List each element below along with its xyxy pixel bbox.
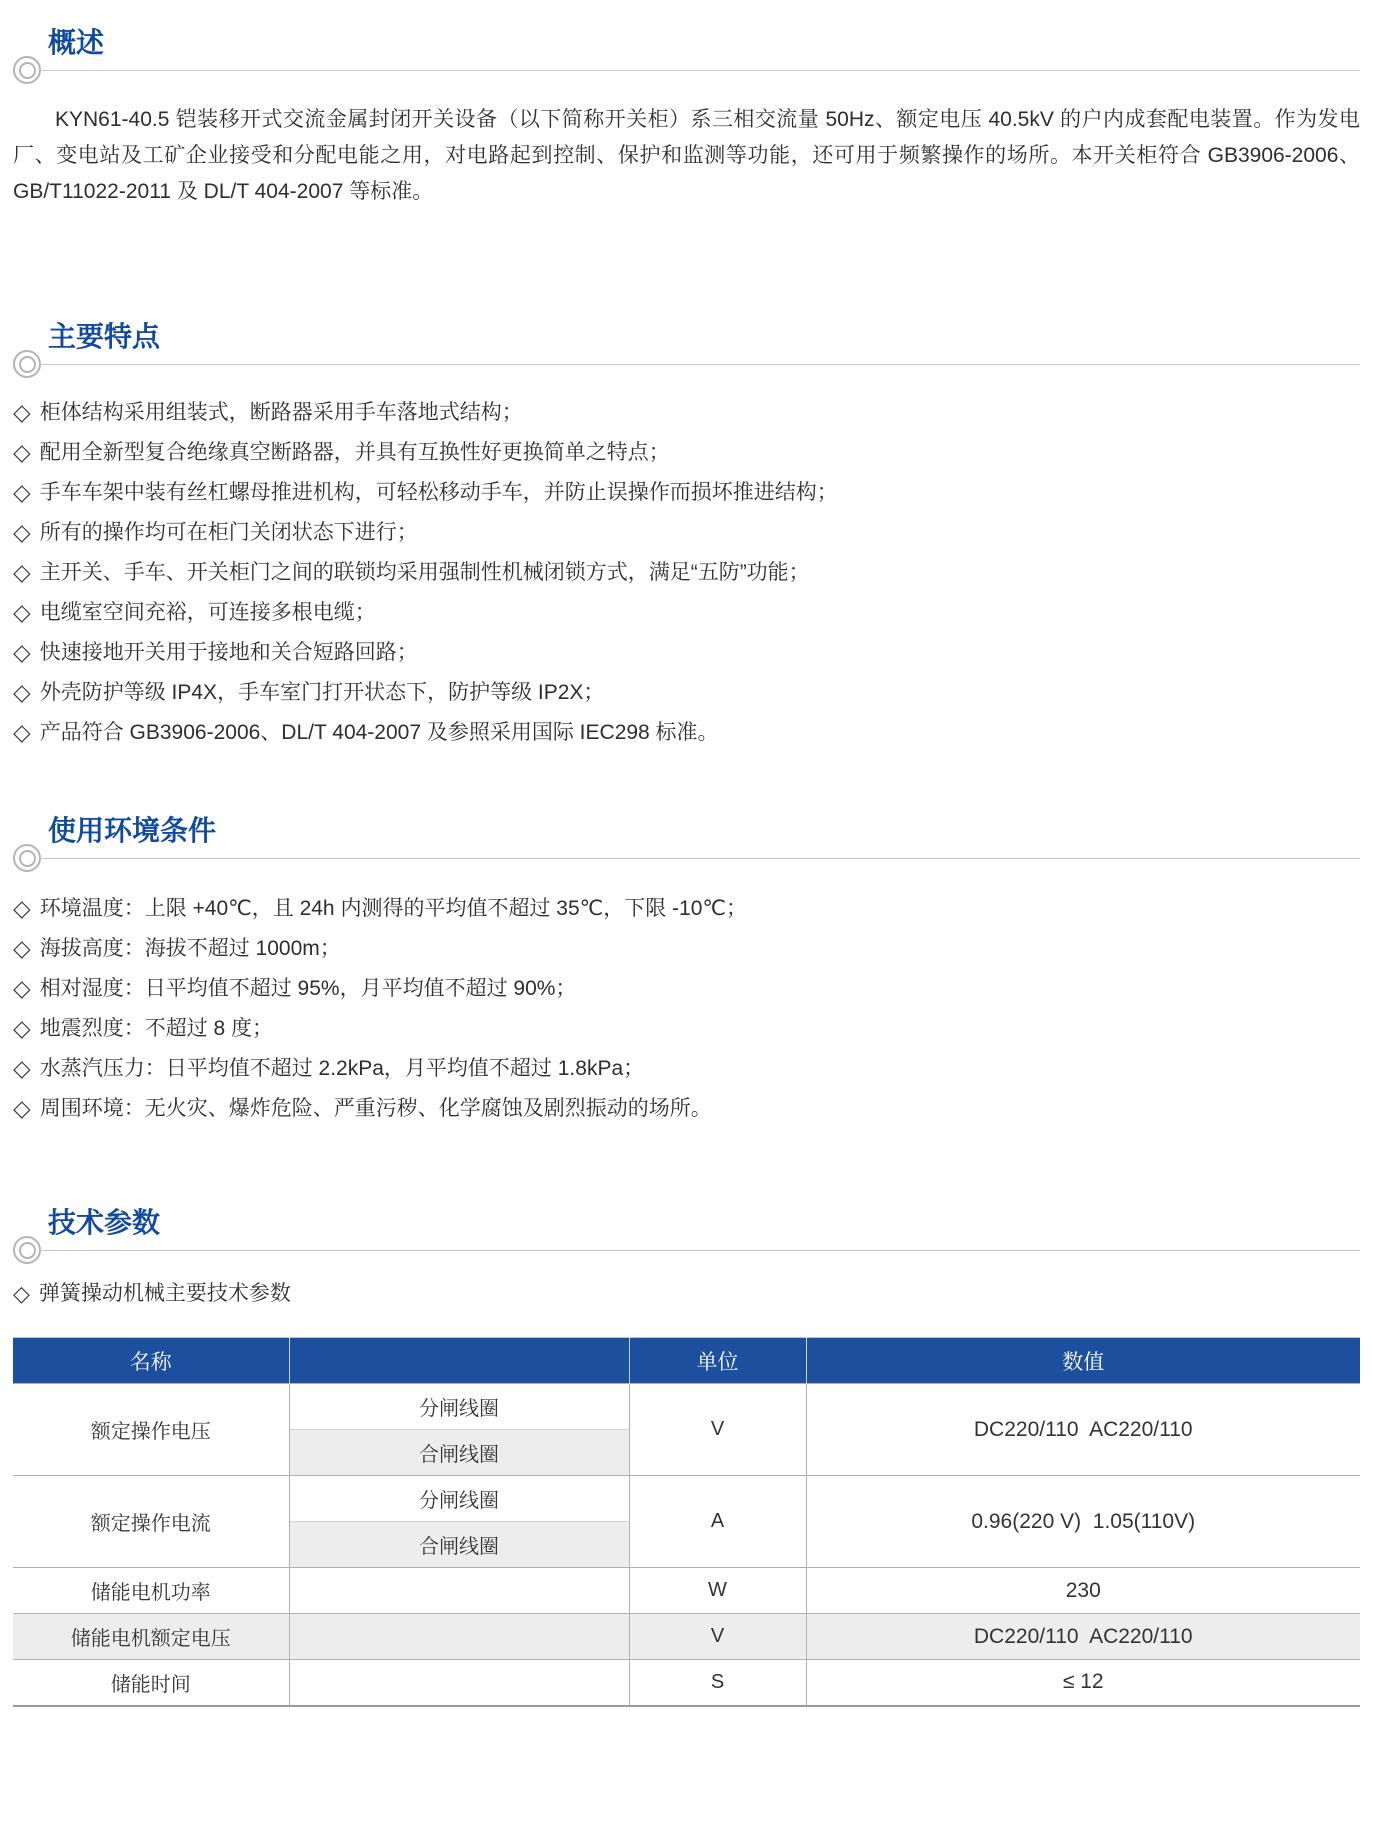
cell-name: 额定操作电流 xyxy=(90,1513,211,1535)
section-title-parameters: 技术参数 xyxy=(48,1207,161,1238)
feature-item xyxy=(13,472,1360,512)
cell-value: 230 xyxy=(806,1568,1360,1614)
env-item xyxy=(13,1048,1360,1088)
feature-text: 电缆室空间充裕，可连接多根电缆； xyxy=(39,601,376,624)
ring-icon xyxy=(13,844,41,872)
ring-icon xyxy=(13,1236,41,1264)
cell-value: 0.96(220 V) 1.05(110V) xyxy=(806,1476,1360,1568)
feature-item xyxy=(13,712,1360,752)
cell-unit: W xyxy=(629,1568,806,1614)
features-list xyxy=(13,392,1360,752)
overview-paragraph: KYN61-40.5 铠装移开式交流金属封闭开关设备（以下简称开关柜）系三相交流量 50Hz、额定电压 40.5kV 的户内成套配电装置。作为发电厂、变电站及工矿企业接受和分配电能之用，对电路起到控制、保护和监测等功能，还可用于频繁操作的场所。本开关柜符合 GB3906-2006、GB/T11022-2011 及 DL/T 404-2007 等标准。 xyxy=(13,108,1360,203)
env-text: 相对湿度：日平均值不超过 95%，月平均值不超过 90%； xyxy=(39,977,577,1000)
feature-item xyxy=(13,392,1360,432)
env-item xyxy=(13,1088,1360,1128)
parameters-subtitle-text: 弹簧操动机械主要技术参数 xyxy=(38,1282,291,1305)
feature-text: 产品符合 GB3906-2006、DL/T 404-2007 及参照采用国际 IEC298 标准。 xyxy=(39,721,719,744)
section-title-features: 主要特点 xyxy=(48,321,161,352)
table-row xyxy=(13,1384,1360,1430)
table-row xyxy=(13,1614,1360,1660)
diamond-icon: ◇ xyxy=(13,975,31,1001)
cell-name: 额定操作电压 xyxy=(90,1421,211,1443)
diamond-icon: ◇ xyxy=(13,1281,30,1306)
env-text: 环境温度：上限 +40℃，且 24h 内测得的平均值不超过 35℃，下限 -10℃； xyxy=(39,897,747,920)
feature-text: 快速接地开关用于接地和关合短路回路； xyxy=(39,641,418,664)
feature-item xyxy=(13,672,1360,712)
rule-line xyxy=(40,858,1360,859)
section-parameters xyxy=(0,1206,1373,1707)
cell-sub xyxy=(289,1660,629,1706)
section-rule xyxy=(13,54,1360,86)
feature-item xyxy=(13,632,1360,672)
table-row xyxy=(13,1476,1360,1522)
feature-item xyxy=(13,432,1360,472)
feature-item xyxy=(13,592,1360,632)
feature-text: 配用全新型复合绝缘真空断路器，并具有互换性好更换简单之特点； xyxy=(39,441,670,464)
table-row xyxy=(13,1660,1360,1706)
environment-list xyxy=(13,888,1360,1128)
section-rule xyxy=(13,1234,1360,1266)
diamond-icon: ◇ xyxy=(13,935,31,961)
cell-sub: 合闸线圈 xyxy=(289,1430,629,1476)
diamond-icon: ◇ xyxy=(13,599,31,625)
parameters-subtitle xyxy=(13,1278,1360,1309)
env-item xyxy=(13,1008,1360,1048)
col-header-value: 数值 xyxy=(806,1338,1360,1384)
cell-value: DC220/110 AC220/110 xyxy=(806,1384,1360,1476)
section-features xyxy=(0,320,1373,752)
cell-value: DC220/110 AC220/110 xyxy=(806,1614,1360,1660)
diamond-icon: ◇ xyxy=(13,895,31,921)
cell-sub xyxy=(289,1568,629,1614)
diamond-icon: ◇ xyxy=(13,1055,31,1081)
env-item xyxy=(13,888,1360,928)
cell-unit: S xyxy=(629,1660,806,1706)
ring-inner-icon xyxy=(19,850,36,867)
section-overview xyxy=(0,26,1373,210)
ring-inner-icon xyxy=(19,1242,36,1259)
parameters-table xyxy=(13,1337,1360,1707)
feature-text: 外壳防护等级 IP4X，手车室门打开状态下，防护等级 IP2X； xyxy=(39,681,605,704)
cell-value: ≤ 12 xyxy=(806,1660,1360,1706)
feature-text: 所有的操作均可在柜门关闭状态下进行； xyxy=(39,521,418,544)
cell-name: 储能时间 xyxy=(110,1673,191,1696)
rule-line xyxy=(40,364,1360,365)
cell-sub: 合闸线圈 xyxy=(289,1522,629,1568)
table-row xyxy=(13,1568,1360,1614)
cell-sub: 分闸线圈 xyxy=(289,1384,629,1430)
cell-unit: A xyxy=(629,1476,806,1568)
diamond-icon: ◇ xyxy=(13,639,31,665)
section-environment xyxy=(0,814,1373,1128)
feature-item xyxy=(13,512,1360,552)
env-text: 水蒸汽压力：日平均值不超过 2.2kPa，月平均值不超过 1.8kPa； xyxy=(39,1057,645,1080)
env-text: 地震烈度：不超过 8 度； xyxy=(39,1017,274,1040)
feature-text: 手车车架中装有丝杠螺母推进机构，可轻松移动手车，并防止误操作而损坏推进结构； xyxy=(39,481,838,504)
rule-line xyxy=(40,1250,1360,1251)
diamond-icon: ◇ xyxy=(13,719,31,745)
ring-inner-icon xyxy=(19,356,36,373)
cell-sub: 分闸线圈 xyxy=(289,1476,629,1522)
col-header-sub xyxy=(289,1338,629,1384)
diamond-icon: ◇ xyxy=(13,1095,31,1121)
cell-name: 储能电机额定电压 xyxy=(13,1614,289,1660)
cell-unit: V xyxy=(629,1614,806,1660)
section-title-environment: 使用环境条件 xyxy=(48,815,217,846)
diamond-icon: ◇ xyxy=(13,439,31,465)
section-rule xyxy=(13,348,1360,380)
diamond-icon: ◇ xyxy=(13,1015,31,1041)
parameters-table-header xyxy=(13,1338,1360,1384)
diamond-icon: ◇ xyxy=(13,679,31,705)
cell-name: 储能电机功率 xyxy=(90,1582,211,1604)
diamond-icon: ◇ xyxy=(13,519,31,545)
header-row xyxy=(13,1338,1360,1384)
col-header-name: 名称 xyxy=(13,1338,289,1384)
col-header-unit: 单位 xyxy=(629,1338,806,1384)
env-item xyxy=(13,928,1360,968)
env-text: 海拔高度：海拔不超过 1000m； xyxy=(39,937,341,960)
feature-item xyxy=(13,552,1360,592)
cell-sub xyxy=(289,1614,629,1660)
section-title-overview: 概述 xyxy=(48,27,105,58)
feature-text: 柜体结构采用组装式，断路器采用手车落地式结构； xyxy=(39,401,523,424)
ring-inner-icon xyxy=(19,62,36,79)
env-text: 周围环境：无火灾、爆炸危险、严重污秽、化学腐蚀及剧烈振动的场所。 xyxy=(39,1097,712,1120)
env-item xyxy=(13,968,1360,1008)
feature-text: 主开关、手车、开关柜门之间的联锁均采用强制性机械闭锁方式，满足“五防”功能； xyxy=(39,561,810,584)
rule-line xyxy=(40,70,1360,71)
ring-icon xyxy=(13,350,41,378)
ring-icon xyxy=(13,56,41,84)
diamond-icon: ◇ xyxy=(13,399,31,425)
diamond-icon: ◇ xyxy=(13,559,31,585)
diamond-icon: ◇ xyxy=(13,479,31,505)
cell-unit: V xyxy=(629,1384,806,1476)
